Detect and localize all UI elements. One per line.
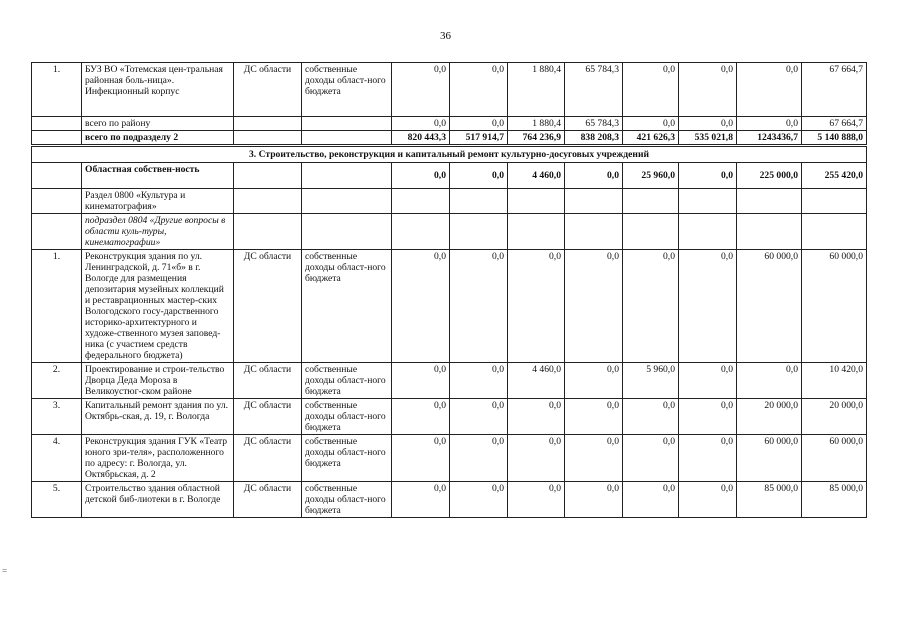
value-cell: 0,0 <box>623 250 679 363</box>
subsection-total-row <box>32 131 867 146</box>
empty-cell <box>32 214 82 250</box>
value-cell: 0,0 <box>508 435 565 482</box>
value-cell: 255 420,0 <box>802 163 867 189</box>
object-name: Проектирование и строи-тельство Дворца Деда Мороза в Великоустюг-ском районе <box>82 363 234 399</box>
empty-cell <box>302 131 392 146</box>
value-cell: 1 880,4 <box>508 117 565 131</box>
executor: ДС области <box>234 435 302 482</box>
funding-source: собственные доходы област-ного бюджета <box>302 250 392 363</box>
value-cell: 0,0 <box>392 250 450 363</box>
executor: ДС области <box>234 399 302 435</box>
value-cell: 0,0 <box>508 482 565 518</box>
value-cell: 0,0 <box>565 250 623 363</box>
value-cell: 0,0 <box>508 399 565 435</box>
empty-cell <box>802 189 867 214</box>
value-cell: 4 460,0 <box>508 163 565 189</box>
value-cell: 0,0 <box>508 250 565 363</box>
empty-cell <box>302 163 392 189</box>
value-cell: 0,0 <box>392 482 450 518</box>
object-name: БУЗ ВО «Тотемская цен-тральная районная боль-ница». Инфекционный корпус <box>82 63 234 117</box>
section-title: 3. Строительство, реконструкция и капитальный ремонт культурно-досуговых учреждений <box>32 146 867 163</box>
district-total-row <box>32 117 867 131</box>
object-name: Реконструкция здания по ул. Ленинградской, д. 71«б» в г. Вологде для размещения депозитария музейных коллекций и реставрационных мастер-ских Вологодского госу-дарственного историко-архитектурного и художе-ственного музея заповед-ника (с участием средств федерального бюджета) <box>82 250 234 363</box>
empty-cell <box>679 189 737 214</box>
value-cell: 535 021,8 <box>679 131 737 146</box>
chapter-row <box>32 189 867 214</box>
value-cell: 0,0 <box>679 482 737 518</box>
funding-source: собственные доходы област-ного бюджета <box>302 482 392 518</box>
object-name: Строительство здания областной детской биб-лиотеки в г. Вологде <box>82 482 234 518</box>
executor: ДС области <box>234 63 302 117</box>
value-cell: 0,0 <box>392 63 450 117</box>
value-cell: 0,0 <box>450 163 508 189</box>
empty-cell <box>234 189 302 214</box>
funding-source: собственные доходы област-ного бюджета <box>302 363 392 399</box>
row-number: 2. <box>32 363 82 399</box>
value-cell: 0,0 <box>679 250 737 363</box>
value-cell: 25 960,0 <box>623 163 679 189</box>
subchapter-row <box>32 214 867 250</box>
table-row <box>32 63 867 117</box>
table-row <box>32 435 867 482</box>
value-cell: 0,0 <box>450 399 508 435</box>
value-cell: 0,0 <box>392 363 450 399</box>
empty-cell <box>234 117 302 131</box>
empty-cell <box>302 189 392 214</box>
value-cell: 0,0 <box>450 117 508 131</box>
value-cell: 0,0 <box>450 63 508 117</box>
empty-cell <box>737 189 802 214</box>
value-cell: 0,0 <box>392 435 450 482</box>
empty-cell <box>508 214 565 250</box>
value-cell: 60 000,0 <box>737 250 802 363</box>
empty-cell <box>32 189 82 214</box>
funding-source: собственные доходы област-ного бюджета <box>302 63 392 117</box>
value-cell: 0,0 <box>737 117 802 131</box>
value-cell: 0,0 <box>623 399 679 435</box>
value-cell: 0,0 <box>679 163 737 189</box>
value-cell: 20 000,0 <box>802 399 867 435</box>
executor: ДС области <box>234 363 302 399</box>
value-cell: 60 000,0 <box>802 435 867 482</box>
value-cell: 85 000,0 <box>737 482 802 518</box>
value-cell: 10 420,0 <box>802 363 867 399</box>
value-cell: 65 784,3 <box>565 117 623 131</box>
value-cell: 0,0 <box>623 63 679 117</box>
row-number: 1. <box>32 250 82 363</box>
value-cell: 0,0 <box>679 63 737 117</box>
empty-cell <box>32 163 82 189</box>
empty-cell <box>32 131 82 146</box>
value-cell: 1 880,4 <box>508 63 565 117</box>
row-number: 3. <box>32 399 82 435</box>
value-cell: 0,0 <box>679 435 737 482</box>
row-number: 1. <box>32 63 82 117</box>
value-cell: 0,0 <box>679 399 737 435</box>
value-cell: 0,0 <box>565 435 623 482</box>
value-cell: 0,0 <box>392 117 450 131</box>
value-cell: 5 140 888,0 <box>802 131 867 146</box>
empty-cell <box>302 117 392 131</box>
value-cell: 421 626,3 <box>623 131 679 146</box>
ownership-row <box>32 163 867 189</box>
value-cell: 0,0 <box>679 363 737 399</box>
value-cell: 5 960,0 <box>623 363 679 399</box>
empty-cell <box>392 214 450 250</box>
value-cell: 0,0 <box>623 482 679 518</box>
empty-cell <box>565 189 623 214</box>
page-number: 36 <box>440 30 451 42</box>
value-cell: 67 664,7 <box>802 117 867 131</box>
value-cell: 0,0 <box>450 363 508 399</box>
object-name: Реконструкция здания ГУК «Театр юного зри-теля», расположенного по адресу: г. Вологда, ул. Октябрьская, д. 2 <box>82 435 234 482</box>
table-row <box>32 482 867 518</box>
empty-cell <box>32 117 82 131</box>
value-cell: 0,0 <box>737 363 802 399</box>
value-cell: 225 000,0 <box>737 163 802 189</box>
value-cell: 65 784,3 <box>565 63 623 117</box>
funding-source: собственные доходы област-ного бюджета <box>302 435 392 482</box>
row-number: 4. <box>32 435 82 482</box>
value-cell: 60 000,0 <box>802 250 867 363</box>
empty-cell <box>234 214 302 250</box>
empty-cell <box>679 214 737 250</box>
subsection-total-label: всего по подразделу 2 <box>82 131 234 146</box>
funding-source: собственные доходы област-ного бюджета <box>302 399 392 435</box>
value-cell: 0,0 <box>450 482 508 518</box>
empty-cell <box>802 214 867 250</box>
empty-cell <box>450 214 508 250</box>
value-cell: 20 000,0 <box>737 399 802 435</box>
chapter-label: Раздел 0800 «Культура и кинематография» <box>82 189 234 214</box>
empty-cell <box>234 163 302 189</box>
value-cell: 0,0 <box>392 399 450 435</box>
value-cell: 0,0 <box>450 250 508 363</box>
value-cell: 517 914,7 <box>450 131 508 146</box>
value-cell: 0,0 <box>392 163 450 189</box>
value-cell: 67 664,7 <box>802 63 867 117</box>
value-cell: 0,0 <box>623 117 679 131</box>
value-cell: 0,0 <box>565 363 623 399</box>
value-cell: 0,0 <box>623 435 679 482</box>
empty-cell <box>450 189 508 214</box>
margin-mark: = <box>2 566 8 576</box>
empty-cell <box>302 214 392 250</box>
value-cell: 4 460,0 <box>508 363 565 399</box>
empty-cell <box>234 131 302 146</box>
value-cell: 0,0 <box>565 163 623 189</box>
empty-cell <box>392 189 450 214</box>
district-total-label: всего по району <box>82 117 234 131</box>
subchapter-label: подраздел 0804 «Другие вопросы в области куль-туры, кинематографии» <box>82 214 234 250</box>
table-row <box>32 399 867 435</box>
row-number: 5. <box>32 482 82 518</box>
empty-cell <box>565 214 623 250</box>
value-cell: 0,0 <box>565 399 623 435</box>
table-row <box>32 363 867 399</box>
value-cell: 764 236,9 <box>508 131 565 146</box>
empty-cell <box>737 214 802 250</box>
value-cell: 1243436,7 <box>737 131 802 146</box>
ownership-label: Областная собствен-ность <box>82 163 234 189</box>
table-row <box>32 250 867 363</box>
value-cell: 0,0 <box>450 435 508 482</box>
section-items <box>32 250 867 518</box>
empty-cell <box>623 214 679 250</box>
section-header-row <box>32 146 867 163</box>
budget-table <box>31 62 867 518</box>
value-cell: 820 443,3 <box>392 131 450 146</box>
executor: ДС области <box>234 250 302 363</box>
empty-cell <box>508 189 565 214</box>
value-cell: 838 208,3 <box>565 131 623 146</box>
value-cell: 60 000,0 <box>737 435 802 482</box>
object-name: Капитальный ремонт здания по ул. Октябрь-ская, д. 19, г. Вологда <box>82 399 234 435</box>
empty-cell <box>623 189 679 214</box>
value-cell: 0,0 <box>565 482 623 518</box>
value-cell: 0,0 <box>737 63 802 117</box>
executor: ДС области <box>234 482 302 518</box>
value-cell: 0,0 <box>679 117 737 131</box>
value-cell: 85 000,0 <box>802 482 867 518</box>
